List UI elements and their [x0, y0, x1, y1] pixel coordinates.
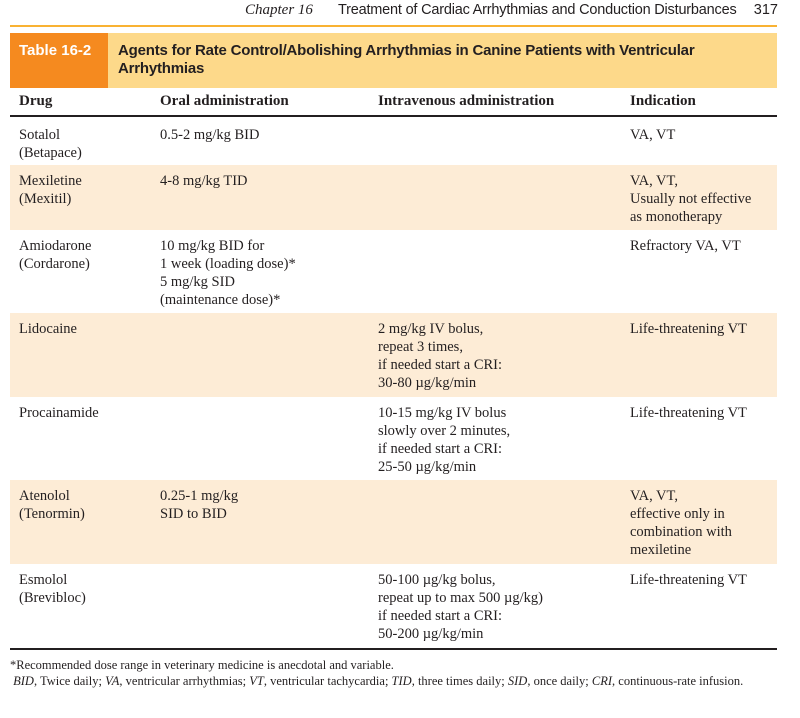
cell-oral: 4-8 mg/kg TID [160, 173, 248, 189]
cell-drug: Lidocaine [19, 321, 77, 337]
column-header-indication: Indication [630, 93, 696, 109]
cell-oral: 10 mg/kg BID for 1 week (loading dose)* 5 mg/kg SID (maintenance dose)* [160, 238, 296, 308]
table-row [10, 480, 777, 564]
table-footnotes [10, 657, 785, 689]
cell-drug: Sotalol (Betapace) [19, 127, 82, 161]
cell-iv: 10-15 mg/kg IV bolus slowly over 2 minutes, if needed start a CRI: 25-50 µg/kg/min [378, 405, 511, 475]
abbr: VA [105, 674, 120, 688]
chapter-label: Chapter 16 [245, 2, 313, 18]
table-row [10, 165, 777, 230]
column-header-drug: Drug [19, 93, 53, 109]
cell-indication: Refractory VA, VT [630, 238, 741, 254]
header-rule [10, 115, 777, 117]
cell-indication: VA, VT, effective only in combination with mexiletine [630, 488, 732, 558]
abbr: TID [391, 674, 412, 688]
cell-indication: VA, VT [630, 127, 676, 143]
cell-drug: Amiodarone (Cordarone) [19, 238, 92, 272]
table-caption [118, 42, 768, 78]
cell-iv: 50-100 µg/kg bolus, repeat up to max 500 µg/kg) if needed start a CRI: 50-200 µg/kg/min [378, 572, 543, 642]
abbr-def: , continuous-rate infusion. [612, 674, 744, 688]
table-row [10, 397, 777, 480]
table-caption-line: Arrhythmias [118, 60, 205, 77]
abbr-def: , three times daily; [411, 674, 508, 688]
running-head [0, 2, 778, 24]
abbr-def: , ventricular tachycardia; [263, 674, 392, 688]
column-header-oral: Oral administration [160, 93, 289, 109]
table-bottom-rule [10, 648, 777, 650]
table-row [10, 230, 777, 313]
cell-indication: VA, VT, Usually not effective as monotherapy [630, 173, 752, 225]
abbr-def: , ventricular arrhythmias; [119, 674, 250, 688]
cell-indication: Life-threatening VT [630, 572, 747, 588]
table-caption-line: Agents for Rate Control/Abolishing Arrhythmias in Canine Patients with Ventricular [118, 42, 695, 59]
page-number: 317 [753, 2, 778, 18]
running-head-rule [10, 25, 777, 27]
table-row [10, 313, 777, 397]
cell-iv: 2 mg/kg IV bolus, repeat 3 times, if needed start a CRI: 30-80 µg/kg/min [378, 321, 503, 391]
column-header-iv: Intravenous administration [378, 93, 555, 109]
cell-oral: 0.5-2 mg/kg BID [160, 127, 260, 143]
cell-oral: 0.25-1 mg/kg SID to BID [160, 488, 239, 522]
table-label: Table 16-2 [10, 33, 108, 88]
cell-drug: Atenolol (Tenormin) [19, 488, 85, 522]
abbr: SID [507, 674, 528, 688]
footnote-abbreviations [10, 673, 785, 689]
table-caption-band [10, 33, 777, 88]
cell-indication: Life-threatening VT [630, 321, 747, 337]
abbr: VT [249, 674, 264, 688]
table-header-row [10, 93, 777, 115]
table-row [10, 564, 777, 648]
cell-drug: Mexiletine (Mexitil) [19, 173, 82, 207]
abbr: BID [13, 674, 34, 688]
abbr-def: , Twice daily; [33, 674, 106, 688]
footnote-asterisk: *Recommended dose range in veterinary medicine is anecdotal and variable. [10, 658, 394, 672]
cell-drug: Esmolol (Brevibloc) [19, 572, 86, 606]
cell-drug: Procainamide [19, 405, 99, 421]
abbr: CRI [591, 674, 613, 688]
abbr-def: , once daily; [527, 674, 592, 688]
table-row [10, 119, 777, 165]
chapter-title: Treatment of Cardiac Arrhythmias and Conduction Disturbances [338, 2, 737, 18]
cell-indication: Life-threatening VT [630, 405, 747, 421]
